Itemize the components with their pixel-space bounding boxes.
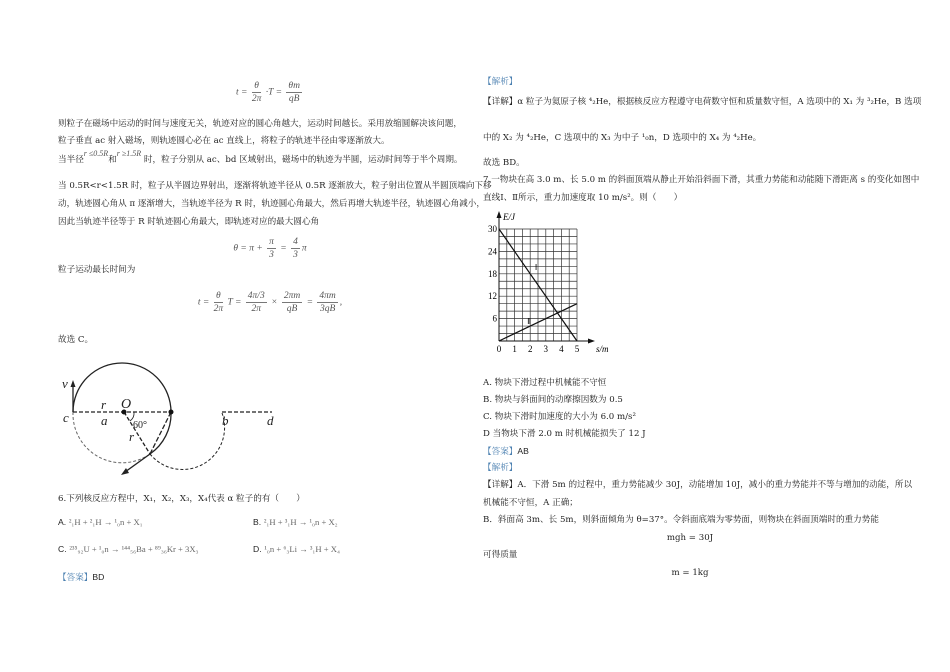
option-equation: ²₁H + ²₁H → ¹₀n + X₁: [68, 517, 143, 527]
arrowhead-icon: [121, 468, 129, 475]
boundary-semicircle: [150, 413, 225, 469]
formula-part: t =: [236, 87, 248, 98]
paragraph: 机械能不守恒，A 正确；: [483, 498, 578, 508]
option-equation: ²³⁵₉₂U + ¹₀n → ¹⁴⁴₅₆Ba + ⁸⁹₃₆Kr + 3X₃: [69, 544, 199, 554]
formula-part: T =: [227, 297, 242, 308]
x-tick-label: 4: [559, 344, 564, 354]
option-label: C.: [58, 544, 67, 554]
formula-part: ×: [271, 297, 278, 308]
series-label: Ⅰ: [534, 263, 538, 273]
denominator: 2π: [251, 94, 262, 104]
answer-7: [483, 445, 529, 458]
option-d[interactable]: [253, 543, 340, 556]
x-tick-label: 0: [496, 344, 502, 354]
chord-line: [150, 412, 171, 454]
formula-part: =: [306, 297, 314, 308]
option-label: D.: [253, 544, 262, 554]
question-7-stem: 直线Ⅰ、Ⅱ所示，重力加速度取 10 m/s²。则（ ）: [483, 193, 683, 203]
option-a[interactable]: A. 物块下滑过程中机械能不守恒: [483, 378, 607, 388]
x-tick-label: 3: [543, 344, 549, 354]
numerator: π: [269, 237, 274, 247]
option-a[interactable]: [58, 516, 143, 529]
conclusion: 故选 C。: [58, 335, 94, 345]
conclusion: 故选 BD。: [483, 158, 525, 168]
y-tick-label: 6: [492, 313, 497, 324]
numerator: θ: [216, 291, 221, 301]
label-r: r: [129, 429, 135, 444]
y-tick-label: 24: [488, 246, 497, 257]
x-axis-arrowhead-icon: [588, 339, 595, 344]
numerator: 2πm: [283, 291, 301, 301]
math-inline: r ≥1.5R: [116, 149, 142, 158]
paragraph: 因此当轨迹半径等于 R 时轨迹圆心角最大，即轨迹对应的最大圆心角: [58, 217, 320, 227]
label-d: d: [267, 413, 274, 428]
label-O: O: [121, 397, 132, 412]
numerator: 4π/3: [247, 291, 265, 301]
paragraph: 当 0.5R<r<1.5R 时，粒子从半圆边界射出，逐渐将轨迹半径从 0.5R 逐渐放大，粒子射出位置从半圆顶端向下移: [58, 181, 492, 191]
denominator: qB: [288, 94, 300, 104]
answer-tag: 【答案】: [58, 573, 93, 583]
y-axis-arrowhead-icon: [497, 211, 502, 218]
x-axis-label: s/m: [596, 344, 609, 354]
x-tick-label: 2: [527, 344, 533, 354]
analysis-tag: 【解析】: [483, 77, 518, 87]
option-b[interactable]: B. 物块与斜面间的动摩擦因数为 0.5: [483, 395, 623, 405]
formula-part: ·T =: [265, 87, 283, 98]
paragraph: 可得质量: [483, 550, 518, 560]
y-axis-label: E/J: [503, 212, 515, 222]
math-inline: r ≤0.5R: [83, 149, 109, 158]
exit-velocity-arrow: [125, 454, 150, 472]
numerator: 4: [293, 237, 298, 247]
formula-part: θ = π +: [233, 243, 263, 254]
formula-mgh: mgh = 30J: [666, 533, 714, 543]
y-tick-label: 18: [488, 268, 497, 279]
label-v: v: [62, 376, 68, 391]
question-7-stem: 7.一物块在高 3.0 m、长 5.0 m 的斜面顶端从静止开始沿斜面下滑，其重力势能和动能随下滑距离 s 的变化如图中: [483, 175, 920, 185]
edge-dot: [169, 410, 174, 415]
label-b: b: [222, 413, 229, 428]
radius-line: [124, 412, 150, 454]
y-tick-label: 12: [488, 291, 497, 302]
text: 时，粒子分别从 ac、bd 区域射出，磁场中的轨迹为半圆，运动时间等于半个周期。: [143, 155, 463, 165]
text: 当半径: [58, 155, 84, 165]
option-equation: ²₁H + ³₁H → ¹₀n + X₂: [263, 517, 338, 527]
paragraph: 【详解】α 粒子为氦原子核 ⁴₂He，根据核反应方程遵守电荷数守恒和质量数守恒，A 选项中的 X₁ 为 ³₂He，B 选项: [483, 97, 922, 107]
answer-tag: 【答案】: [483, 447, 518, 457]
y-tick-label: 30: [488, 224, 497, 234]
paragraph: 粒子垂直 ac 射入磁场，则轨迹圆心必在 ac 直线上，将粒子的轨迹半径由零逐渐放大。: [58, 136, 390, 146]
arrowhead-icon: [71, 380, 76, 387]
label-angle: 60°: [133, 420, 147, 431]
option-d[interactable]: D 当物块下滑 2.0 m 时机械能损失了 12 J: [483, 429, 646, 439]
paragraph: 粒子运动最长时间为: [58, 265, 136, 275]
series-label: Ⅱ: [527, 317, 532, 327]
option-c[interactable]: C. 物块下滑时加速度的大小为 6.0 m/s²: [483, 412, 636, 422]
numerator: 4πm: [319, 291, 336, 301]
analysis-tag: 【解析】: [483, 463, 518, 473]
paragraph: 中的 X₂ 为 ⁴₂He，C 选项中的 X₃ 为中子 ¹₀n，D 选项中的 X₄ 为 ⁴₂He。: [483, 133, 762, 143]
answer-6: [58, 571, 104, 584]
label-a: a: [101, 413, 108, 428]
x-tick-label: 1: [512, 344, 517, 354]
denominator: qB: [286, 304, 298, 314]
numerator: θm: [288, 81, 300, 91]
denominator: 2π: [251, 304, 261, 314]
option-label: B.: [253, 517, 262, 527]
denominator: 3: [269, 250, 274, 260]
option-b[interactable]: [253, 516, 338, 529]
text: 和: [108, 155, 117, 165]
formula-part: ,: [339, 297, 343, 308]
answer-value: BD: [92, 572, 105, 582]
label-c: c: [63, 410, 69, 425]
formula-part: =: [280, 243, 287, 254]
paragraph: 动，轨迹圆心角从 π 逐渐增大，当轨迹半径为 R 时，轨迹圆心角最大，然后再增大轨迹半径，轨迹圆心角减小，: [58, 199, 485, 209]
answer-value: AB: [517, 446, 529, 456]
question-6-stem: 6.下列核反应方程中，X₁，X₂，X₃，X₄代表 α 粒子的有（ ）: [58, 494, 305, 504]
numerator: θ: [254, 81, 259, 91]
paragraph: 则粒子在磁场中运动的时间与速度无关，轨迹对应的圆心角越大，运动时间越长。采用放缩圆解决该问题，: [58, 119, 462, 129]
option-equation: ¹₀n + ⁶₃Li → ³₁H + X₄: [264, 544, 340, 554]
denominator: 2π: [213, 304, 224, 314]
formula-part: t =: [197, 297, 210, 308]
label-r: r: [101, 397, 107, 412]
option-label: A.: [58, 517, 67, 527]
paragraph: B．斜面高 3m、长 5m，则斜面倾角为 θ=37°。令斜面底端为零势面，则物块在斜面顶端时的重力势能: [483, 515, 879, 525]
option-c[interactable]: [58, 543, 199, 556]
paragraph: 【详解】A．下滑 5m 的过程中，重力势能减少 30J，动能增加 10J，减小的重力势能并不等与增加的动能，所以: [483, 480, 913, 490]
formula-mass: m = 1kg: [671, 568, 709, 578]
denominator: 3qB: [319, 304, 336, 314]
formula-part: π: [301, 243, 307, 254]
energy-chart: [480, 208, 610, 358]
x-tick-label: 5: [574, 344, 580, 354]
denominator: 3: [293, 250, 298, 260]
